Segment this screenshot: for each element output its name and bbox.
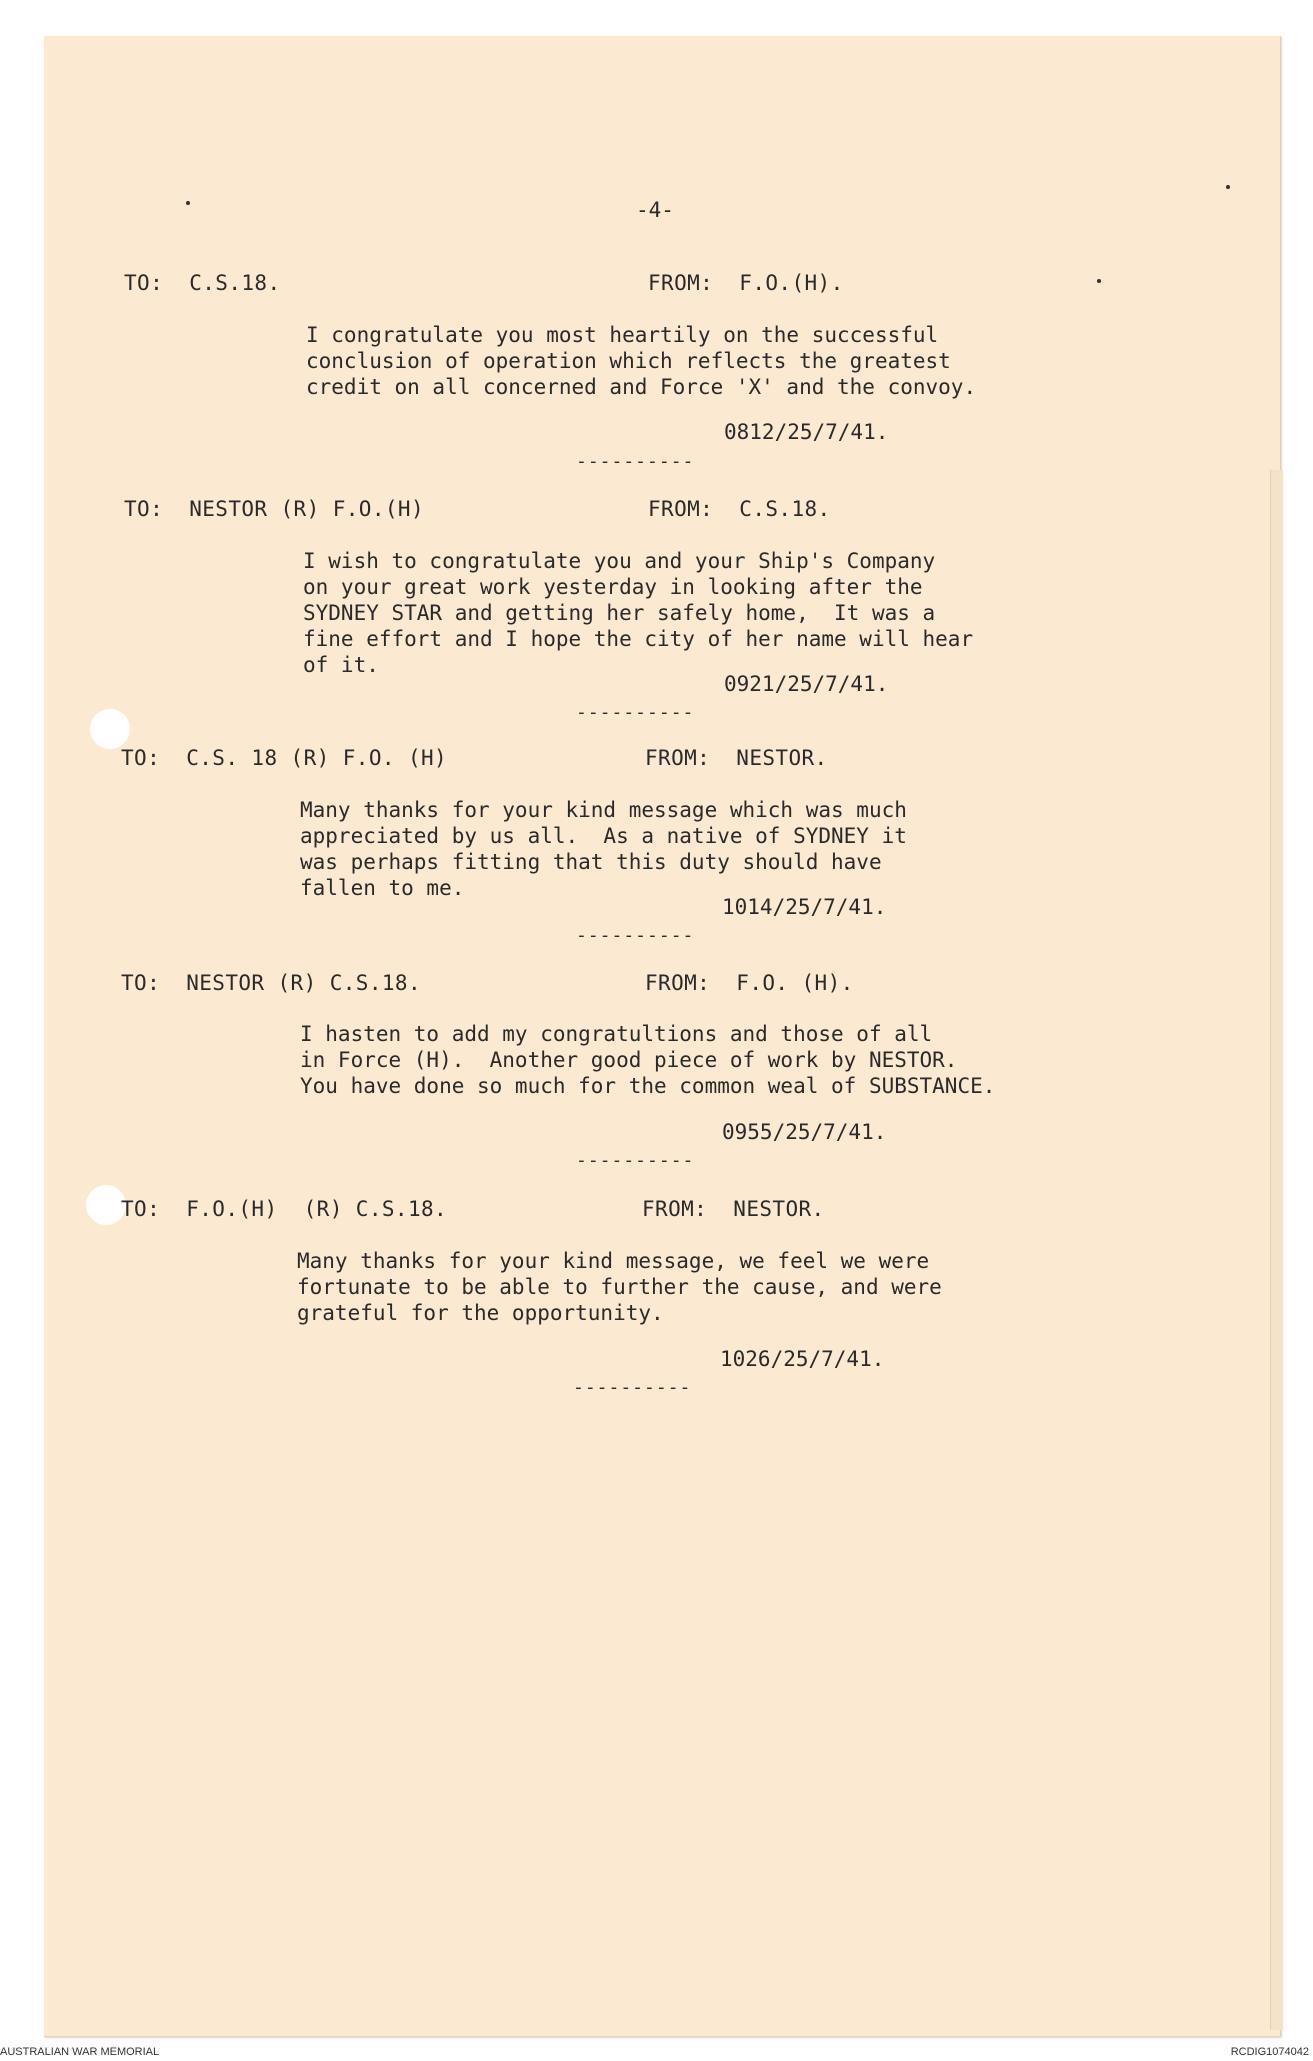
message-reference: 0812/25/7/41. bbox=[724, 420, 889, 444]
message-to: TO: NESTOR (R) C.S.18. bbox=[121, 971, 421, 995]
page-number: -4- bbox=[636, 198, 674, 222]
separator: ---------- bbox=[576, 925, 695, 946]
message-from: FROM: C.S.18. bbox=[648, 497, 831, 521]
page-fold-edge bbox=[1270, 470, 1283, 2030]
message-to: TO: C.S.18. bbox=[124, 271, 281, 295]
punch-hole bbox=[90, 709, 130, 749]
footer-archive-name: AUSTRALIAN WAR MEMORIAL bbox=[0, 2046, 160, 2058]
message-reference: 0955/25/7/41. bbox=[722, 1120, 887, 1144]
ink-speck bbox=[1097, 279, 1101, 283]
message-body: Many thanks for your kind message which was much appreciated by us all. As a native of SYDNEY it was perhaps fitting that this duty should have fallen to me. bbox=[300, 798, 907, 900]
footer-record-id: RCDIG1074042 bbox=[1230, 2046, 1309, 2058]
message-to: TO: NESTOR (R) F.O.(H) bbox=[124, 497, 424, 521]
separator: ---------- bbox=[576, 451, 695, 472]
message-reference: 1014/25/7/41. bbox=[722, 895, 887, 919]
message-reference: 1026/25/7/41. bbox=[720, 1347, 885, 1371]
separator: ---------- bbox=[576, 702, 695, 723]
message-from: FROM: NESTOR. bbox=[645, 746, 828, 770]
message-body: I wish to congratulate you and your Ship's Company on your great work yesterday in looking after the SYDNEY STAR and getting her safely home, It was a fine effort and I hope the city of her name will hear of it. bbox=[303, 549, 974, 677]
ink-speck bbox=[186, 201, 190, 205]
message-body: I hasten to add my congratultions and those of all in Force (H). Another good piece of work by NESTOR. You have done so much for the common weal of SUBSTANCE. bbox=[300, 1022, 996, 1098]
punch-hole bbox=[86, 1185, 126, 1225]
message-from: FROM: F.O. (H). bbox=[645, 971, 854, 995]
message-reference: 0921/25/7/41. bbox=[724, 672, 889, 696]
message-to: TO: F.O.(H) (R) C.S.18. bbox=[121, 1197, 448, 1221]
separator: ---------- bbox=[573, 1377, 692, 1398]
message-body: I congratulate you most heartily on the successful conclusion of operation which reflects the greatest credit on all concerned and Force 'X' and the convoy. bbox=[306, 323, 977, 399]
message-from: FROM: F.O.(H). bbox=[648, 271, 844, 295]
ink-speck bbox=[1226, 185, 1230, 189]
message-body: Many thanks for your kind message, we feel we were fortunate to be able to further the cause, and were grateful for the opportunity. bbox=[297, 1249, 942, 1325]
message-from: FROM: NESTOR. bbox=[642, 1197, 825, 1221]
separator: ---------- bbox=[576, 1150, 695, 1171]
message-to: TO: C.S. 18 (R) F.O. (H) bbox=[121, 746, 448, 770]
